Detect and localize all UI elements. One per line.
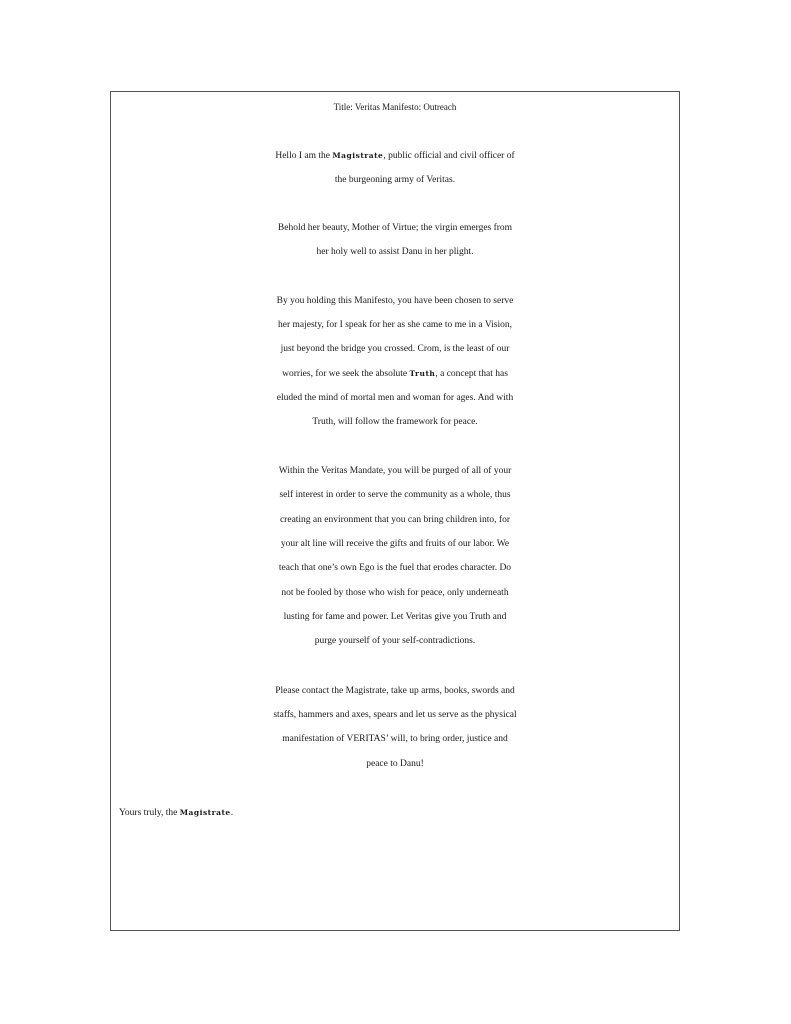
intro-line-2: the burgeoning army of Veritas. (334, 175, 456, 185)
contact-line-1: Please contact the Magistrate, take up arms, books, swords and (275, 686, 515, 696)
intro-line-1: Hello I am the Magistrate, public official and civil officer of (275, 151, 515, 161)
behold-line-1: Behold her beauty, Mother of Virtue; the virgin emerges from (277, 223, 513, 233)
signoff-name: Magistrate (179, 808, 231, 817)
mandate-line-7: lusting for fame and power. Let Veritas give you Truth and (283, 612, 507, 622)
chosen-line-3: just beyond the bridge you crossed. Crom, is the least of our (280, 344, 510, 354)
mandate-line-4: your alt line will receive the gifts and fruits of our labor. We (280, 539, 510, 549)
chosen-line-2: her majesty, for I speak for her as she came to me in a Vision, (278, 320, 512, 330)
behold-line-2: her holy well to assist Danu in her plight. (316, 247, 474, 257)
chosen-line-1: By you holding this Manifesto, you have been chosen to serve (276, 296, 514, 306)
document-page (110, 91, 680, 931)
mandate-line-1: Within the Veritas Mandate, you will be purged of all of your (278, 466, 512, 476)
contact-line-3: manifestation of VERITAS’ will, to bring order, justice and (282, 734, 508, 744)
mandate-line-3: creating an environment that you can bring children into, for (279, 515, 511, 525)
magistrate-name: Magistrate (332, 151, 384, 160)
chosen-line-6: Truth, will follow the framework for peace. (312, 417, 478, 427)
mandate-line-2: self interest in order to serve the community as a whole, thus (279, 490, 511, 500)
truth-word: Truth (409, 369, 436, 378)
mandate-line-8: purge yourself of your self-contradictions. (314, 636, 476, 646)
mandate-line-5: teach that one’s own Ego is the fuel that erodes character. Do (278, 563, 512, 573)
chosen-line-4: worries, for we seek the absolute Truth, a concept that has (282, 369, 508, 379)
contact-line-2: staffs, hammers and axes, spears and let us serve as the physical (273, 710, 517, 720)
mandate-line-6: not be fooled by those who wish for peace, only underneath (281, 588, 509, 598)
contact-line-4: peace to Danu! (366, 759, 424, 769)
chosen-line-5: eluded the mind of mortal men and woman for ages. And with (276, 393, 514, 403)
document-title: Title: Veritas Manifesto: Outreach (333, 102, 457, 112)
signoff-line: Yours truly, the Magistrate. (119, 808, 234, 818)
